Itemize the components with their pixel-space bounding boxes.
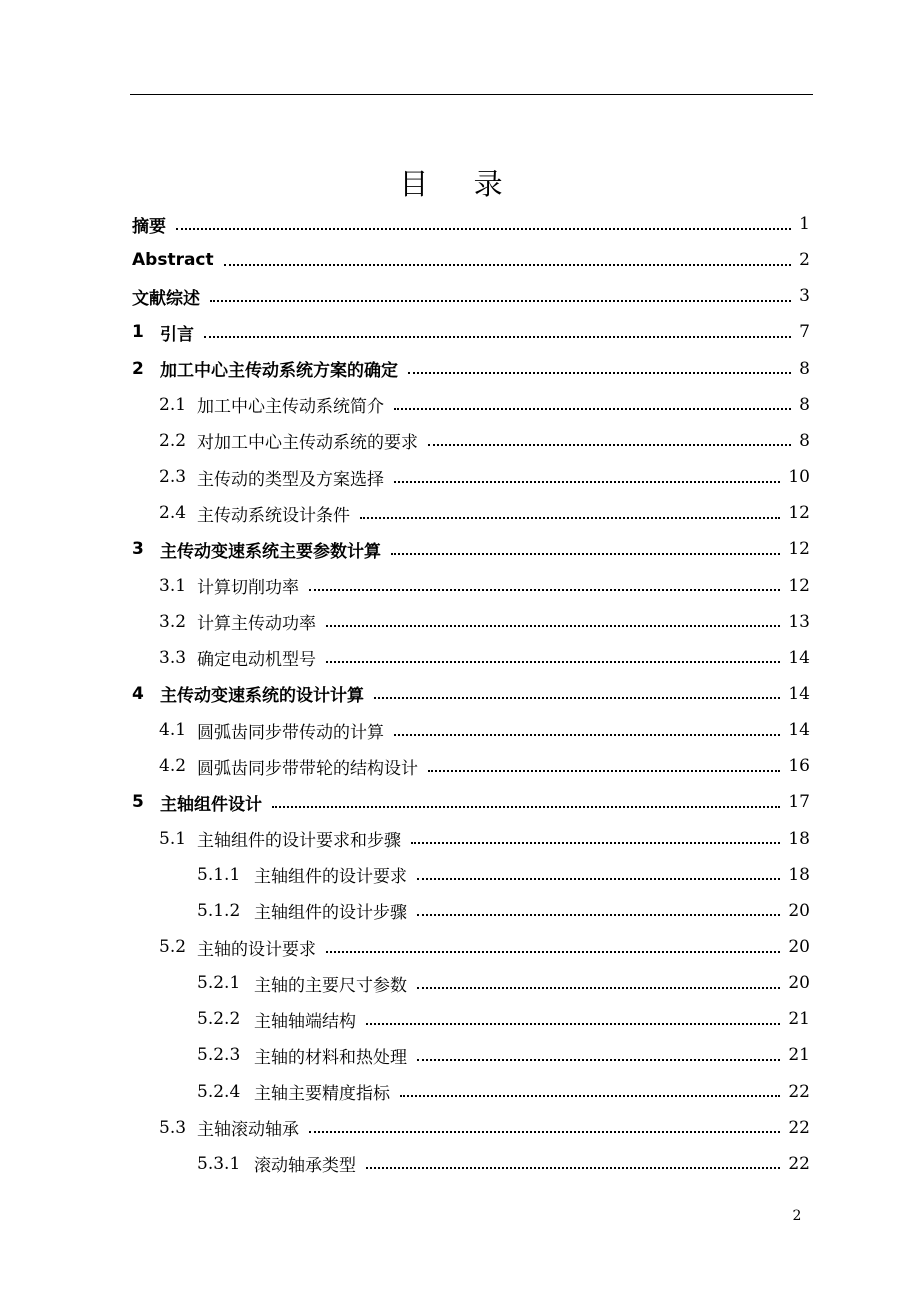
toc-entry[interactable] — [159, 712, 810, 748]
toc-dot-leader — [391, 552, 780, 555]
toc-entry-number: 5 — [132, 792, 144, 813]
toc-entry-page: 14 — [788, 647, 810, 668]
toc-entry-number: 2 — [132, 358, 144, 379]
toc-entry[interactable] — [159, 640, 810, 676]
toc-dot-leader — [417, 877, 780, 880]
toc-dot-leader — [210, 299, 791, 302]
toc-entry[interactable] — [132, 531, 810, 567]
toc-entry-page: 22 — [788, 1081, 810, 1102]
toc-entry-page: 17 — [788, 792, 810, 813]
toc-entry-page: 14 — [788, 683, 810, 704]
toc-entry-page: 10 — [788, 467, 810, 488]
toc-dot-leader — [309, 1130, 780, 1133]
toc-dot-leader — [360, 516, 780, 519]
toc-dot-leader — [417, 986, 780, 989]
toc-entry-page: 8 — [799, 358, 810, 379]
toc-entry-title: 摘要 — [132, 216, 166, 237]
toc-entry-title: 加工中心主传动系统方案的确定 — [160, 361, 398, 382]
toc-dot-leader — [417, 913, 780, 916]
toc-entry-number: 3.3 — [159, 647, 187, 668]
toc-entry-page: 13 — [788, 611, 810, 632]
toc-entry-title: 主传动系统设计条件 — [197, 505, 350, 526]
toc-entry-title: 圆弧齿同步带传动的计算 — [197, 722, 384, 743]
toc-entry-page: 22 — [788, 1117, 810, 1138]
toc-dot-leader — [366, 1022, 780, 1025]
toc-entry-number: 3.2 — [159, 611, 187, 632]
header-rule — [130, 94, 813, 95]
toc-entry[interactable] — [132, 278, 810, 314]
toc-dot-leader — [326, 660, 780, 663]
toc-entry[interactable] — [132, 676, 810, 712]
toc-entry-page: 22 — [788, 1153, 810, 1174]
toc-entry-title: 主轴滚动轴承 — [197, 1120, 299, 1141]
toc-entry-page: 16 — [788, 756, 810, 777]
toc-dot-leader — [394, 480, 780, 483]
toc-entry-title: 主轴轴端结构 — [254, 1011, 356, 1032]
toc-entry[interactable] — [159, 387, 810, 423]
toc-dot-leader — [326, 950, 780, 953]
toc-entry-title: 圆弧齿同步带带轮的结构设计 — [197, 758, 418, 779]
toc-entry-page: 7 — [799, 322, 810, 343]
toc-entry-title: 文献综述 — [132, 288, 200, 309]
toc-dot-leader — [204, 335, 791, 338]
toc-entry-number: 5.3.1 — [197, 1153, 241, 1174]
toc-entry-title: 主传动的类型及方案选择 — [197, 469, 384, 490]
toc-entry[interactable] — [132, 351, 810, 387]
toc-entry-title: 主轴主要精度指标 — [254, 1084, 390, 1105]
toc-entry-page: 18 — [788, 864, 810, 885]
toc-entry-number: 5.2.4 — [197, 1081, 241, 1102]
toc-entry-title: 计算主传动功率 — [197, 614, 316, 635]
toc-dot-leader — [176, 227, 791, 230]
toc-entry[interactable] — [159, 604, 810, 640]
toc-entry-title: 主轴的主要尺寸参数 — [254, 975, 407, 996]
toc-entry-title: 主轴组件的设计要求和步骤 — [197, 831, 401, 852]
toc-entry[interactable] — [159, 459, 810, 495]
toc-entry-title: 主轴的材料和热处理 — [254, 1047, 407, 1068]
toc-dot-leader — [428, 443, 791, 446]
toc-entry-page: 20 — [788, 900, 810, 921]
toc-entry-page: 12 — [788, 503, 810, 524]
toc-entry-page: 8 — [799, 430, 810, 451]
toc-entry-number: 5.2.1 — [197, 973, 241, 994]
toc-entry-page: 1 — [799, 214, 810, 234]
toc-entry[interactable] — [197, 1074, 810, 1110]
toc-entry-number: 2.1 — [159, 394, 187, 415]
toc-entry-page: 2 — [799, 250, 810, 271]
toc-entry[interactable] — [132, 206, 810, 242]
toc-entry-title: Abstract — [132, 250, 214, 271]
toc-entry-number: 4 — [132, 683, 144, 704]
toc-entry-page: 21 — [788, 1045, 810, 1066]
toc-entry[interactable] — [159, 495, 810, 531]
toc-entry[interactable] — [159, 821, 810, 857]
toc-entry-number: 4.1 — [159, 720, 187, 741]
toc-dot-leader — [417, 1058, 780, 1061]
toc-entry-title: 主轴组件设计 — [160, 794, 262, 815]
toc-entry-number: 3.1 — [159, 575, 187, 596]
toc-entry-page: 8 — [799, 394, 810, 415]
toc-entry-title: 对加工中心主传动系统的要求 — [197, 433, 418, 454]
toc-entry-title: 加工中心主传动系统简介 — [197, 397, 384, 418]
toc-entry[interactable] — [159, 1110, 810, 1146]
toc-entry-number: 1 — [132, 322, 144, 343]
toc-entry-page: 12 — [788, 539, 810, 560]
toc-dot-leader — [408, 371, 791, 374]
toc-entry-title: 确定电动机型号 — [197, 650, 316, 671]
toc-entry-number: 5.3 — [159, 1117, 187, 1138]
toc-entry-number: 5.2.2 — [197, 1009, 241, 1030]
toc-entry-page: 18 — [788, 828, 810, 849]
toc-entry[interactable] — [197, 1146, 810, 1182]
page-number: 2 — [792, 1208, 802, 1224]
toc-entry-number: 5.1 — [159, 828, 187, 849]
toc-entry-page: 3 — [799, 286, 810, 307]
toc-entry-page: 21 — [788, 1009, 810, 1030]
toc-dot-leader — [309, 588, 780, 591]
toc-entry[interactable] — [197, 893, 810, 929]
toc-dot-leader — [394, 407, 791, 410]
toc-dot-leader — [394, 733, 780, 736]
toc-dot-leader — [224, 263, 792, 266]
toc-entry[interactable] — [159, 568, 810, 604]
toc-entry-title: 滚动轴承类型 — [254, 1156, 356, 1177]
toc-entry-number: 2.4 — [159, 503, 187, 524]
toc-dot-leader — [326, 624, 780, 627]
toc-entry-number: 5.1.2 — [197, 900, 241, 921]
toc-entry-page: 20 — [788, 973, 810, 994]
toc-entry[interactable] — [197, 1001, 810, 1037]
page-title: 目 录 — [399, 167, 521, 201]
toc-entry[interactable] — [159, 929, 810, 965]
toc-entry-title: 主传动变速系统的设计计算 — [160, 686, 364, 707]
toc-entry[interactable] — [197, 1037, 810, 1073]
toc-entry-title: 主传动变速系统主要参数计算 — [160, 541, 381, 562]
toc-entry-page: 20 — [788, 937, 810, 957]
toc-entry-number: 5.2 — [159, 937, 187, 957]
toc-entry[interactable] — [197, 965, 810, 1001]
toc-entry[interactable] — [132, 242, 810, 278]
toc-dot-leader — [366, 1166, 780, 1169]
toc-entry-number: 3 — [132, 539, 144, 560]
toc-entry-number: 2.3 — [159, 467, 187, 488]
toc-entry[interactable] — [132, 784, 810, 820]
toc-entry-title: 主轴组件的设计要求 — [254, 867, 407, 888]
toc-entry[interactable] — [197, 857, 810, 893]
toc-entry-number: 5.1.1 — [197, 864, 241, 885]
toc-entry-page: 14 — [788, 720, 810, 741]
toc-entry[interactable] — [159, 423, 810, 459]
toc-entry-number: 2.2 — [159, 430, 187, 451]
toc-entry[interactable] — [132, 314, 810, 350]
toc-entry-title: 计算切削功率 — [197, 578, 299, 598]
toc-dot-leader — [400, 1094, 780, 1097]
toc-dot-leader — [411, 841, 780, 844]
toc-dot-leader — [272, 805, 780, 808]
toc-entry-number: 4.2 — [159, 756, 187, 777]
toc-entry[interactable] — [159, 748, 810, 784]
toc-dot-leader — [374, 696, 780, 699]
toc-entry-title: 主轴组件的设计步骤 — [254, 903, 407, 924]
toc-entry-page: 12 — [788, 575, 810, 596]
toc-entry-number: 5.2.3 — [197, 1045, 241, 1066]
toc-dot-leader — [428, 769, 780, 772]
toc-entry-title: 引言 — [160, 324, 194, 345]
toc-entry-title: 主轴的设计要求 — [197, 939, 316, 960]
